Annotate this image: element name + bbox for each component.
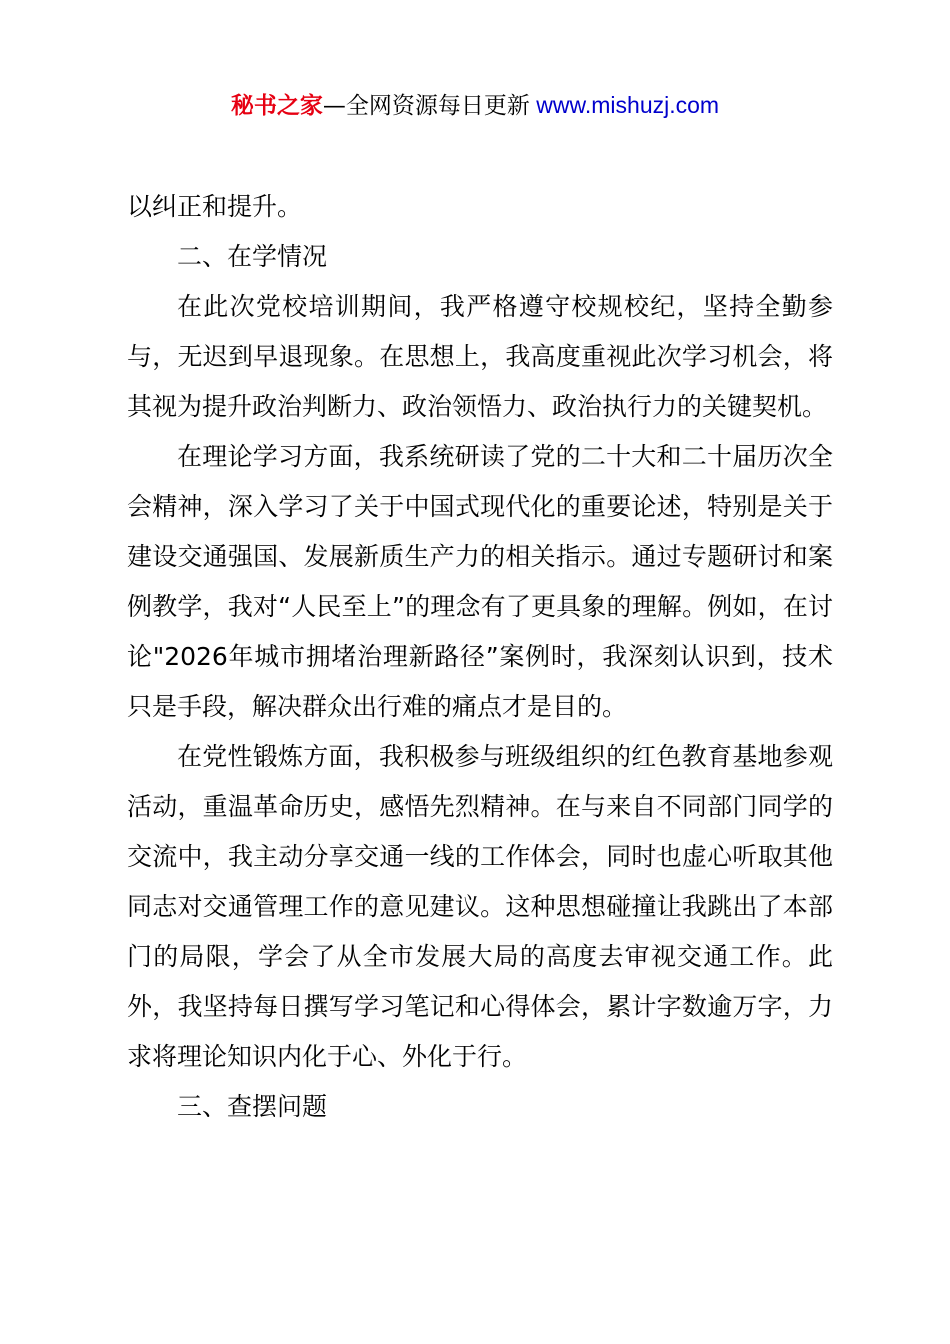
site-link[interactable]: www.mishuzj.com [529, 92, 720, 118]
paragraph-continuation: 以纠正和提升。 [127, 192, 303, 221]
paragraph-party-training: 在党性锻炼方面，我积极参与班级组织的红色教育基地参观活动，重温革命历史，感悟先烈精神。在与来自不同部门同学的交流中，我主动分享交通一线的工作体会，同时也虚心听取其他同志对交通管理工作的意见建议。这种思想碰撞让我跳出了本部门的局限，学会了从全市发展大局的高度去审视交通工作。此外，我坚持每日撰写学习笔记和心得体会，累计字数逾万字，力求将理论知识内化于心、外化于行。 [127, 742, 833, 1071]
page-header [0, 88, 950, 123]
paragraph-theory-study: 在理论学习方面，我系统研读了党的二十大和二十届历次全会精神，深入学习了关于中国式现代化的重要论述，特别是关于建设交通强国、发展新质生产力的相关指示。通过专题研讨和案例教学，我对“人民至上”的理念有了更具象的理解。例如，在讨论"2026年城市拥堵治理新路径”案例时，我深刻认识到，技术只是手段，解决群众出行难的痛点才是目的。 [127, 442, 833, 721]
section-heading-study: 二、在学情况 [177, 242, 328, 271]
brand-name: 秘书之家 [230, 93, 323, 119]
section-heading-problems: 三、查摆问题 [177, 1092, 328, 1121]
header-tagline: —全网资源每日更新 [322, 93, 530, 119]
paragraph-attendance: 在此次党校培训期间，我严格遵守校规校纪，坚持全勤参与，无迟到早退现象。在思想上，我高度重视此次学习机会，将其视为提升政治判断力、政治领悟力、政治执行力的关键契机。 [127, 292, 833, 421]
document-body [127, 182, 833, 1132]
